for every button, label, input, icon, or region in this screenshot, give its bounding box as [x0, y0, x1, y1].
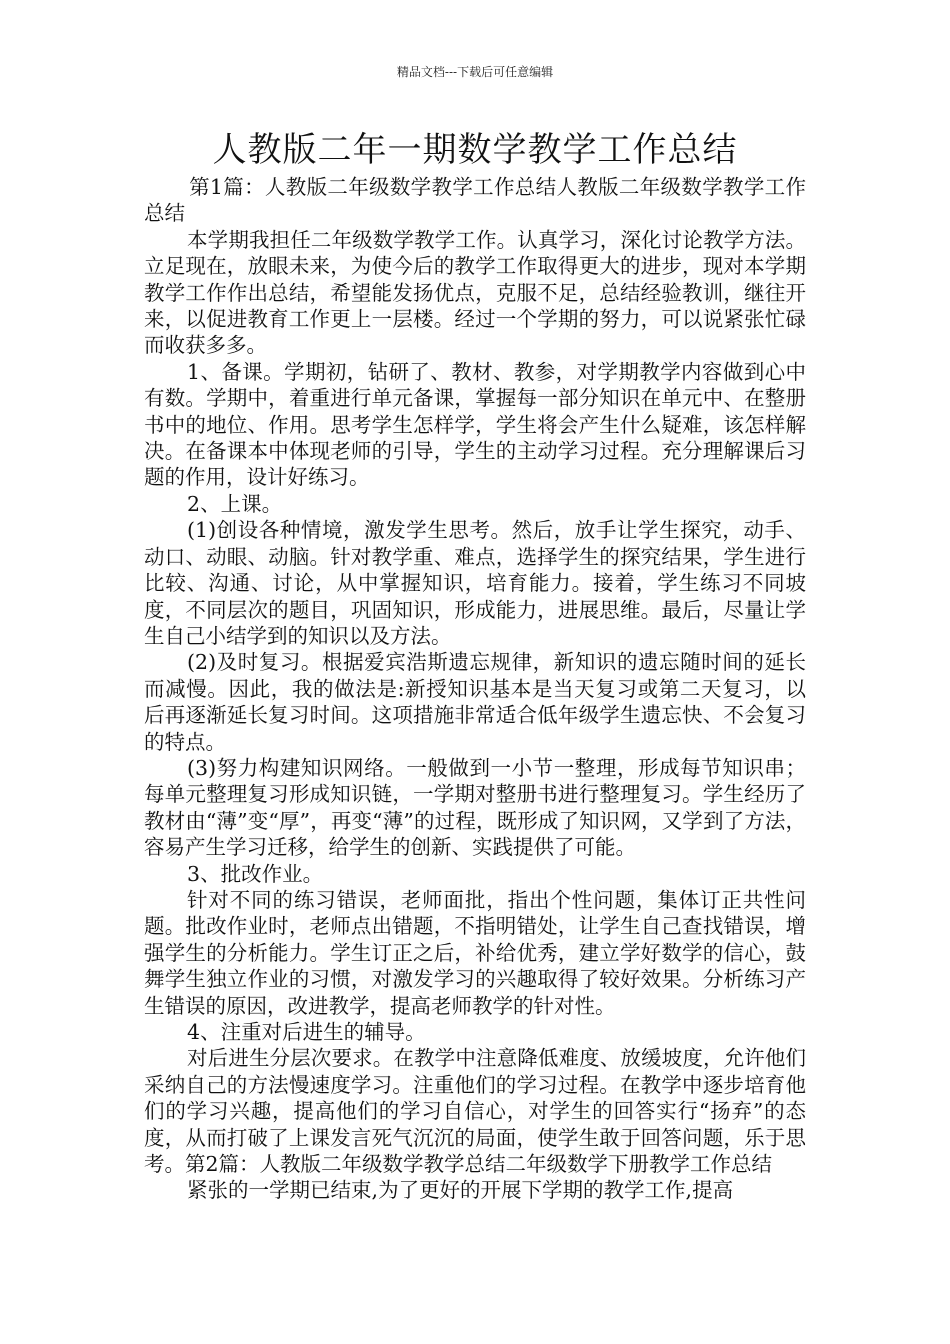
header-note: 精品文档---下载后可任意编辑: [396, 65, 554, 79]
paragraph-intro: 本学期我担任二年级数学教学工作。认真学习，深化讨论教学方法。立足现在，放眼未来，为使今后的教学工作取得更大的进步，现对本学期教学工作作出总结，希望能发扬优点，克服不足，总结经验教训，继往开来，以促进教育工作更上一层楼。经过一个学期的努力，可以说紧张忙碌而收获多多。: [144, 227, 806, 358]
paragraph-tutoring-heading: 4、注重对后进生的辅导。: [187, 1020, 426, 1044]
paragraph-homework: 针对不同的练习错误，老师面批，指出个性问题，集体订正共性问题。批改作业时，老师点出错题，不指明错处，让学生自己查找错误，增强学生的分析能力。学生订正之后，补给优秀，建立学好数学的信心，鼓舞学生独立作业的习惯，对激发学习的兴趣取得了较好效果。分析练习产生错误的原因，改进教学，提高老师教学的针对性。: [144, 887, 806, 1018]
paragraph-closing: 紧张的一学期已结束,为了更好的开展下学期的教学工作,提高: [187, 1178, 734, 1203]
paragraph-section-heading: 第1篇：人教版二年级数学教学工作总结人教版二年级数学教学工作总结: [144, 175, 806, 226]
paragraph-class-point-2: (2)及时复习。根据爱宾浩斯遗忘规律，新知识的遗忘随时间的延长而减慢。因此，我的做法是:新授知识基本是当天复习或第二天复习，以后再逐渐延长复习时间。这项措施非常适合低年级学生遗忘快、不会复习的特点。: [144, 650, 806, 754]
document-body: [144, 174, 806, 1204]
paragraph-homework-heading: 3、批改作业。: [187, 861, 324, 886]
paragraph-tutoring: 对后进生分层次要求。在教学中注意降低难度、放缓坡度，允许他们采纳自己的方法慢速度学习。注重他们的学习过程。在教学中逐步培育他们的学习兴趣，提高他们的学习自信心，对学生的回答实行“扬弃”的态度，从而打破了上课发言死气沉沉的局面，使学生敢于回答问题，乐于思考。第2篇：人教版二年级数学教学总结二年级数学下册教学工作总结: [144, 1046, 806, 1177]
paragraph-class-point-3: (3)努力构建知识网络。一般做到一小节一整理，形成每节知识串；每单元整理复习形成知识链，一学期对整册书进行整理复习。学生经历了教材由“薄”变“厚”，再变“薄”的过程，既形成了知识网，又学到了方法，容易产生学习迁移，给学生的创新、实践提供了可能。: [144, 755, 806, 860]
document-title: 人教版二年一期数学教学工作总结: [212, 130, 738, 170]
paragraph-class-heading: 2、上课。: [187, 491, 283, 516]
paragraph-class-point-1: (1)创设各种情境，激发学生思考。然后，放手让学生探究，动手、动口、动眼、动脑。针对教学重、难点，选择学生的探究结果，学生进行比较、沟通、讨论，从中掌握知识，培育能力。接着，学生练习不同坡度，不同层次的题目，巩固知识，形成能力，进展思维。最后，尽量让学生自己小结学到的知识以及方法。: [144, 518, 806, 648]
paragraph-lesson-prep: 1、备课。学期初，钻研了、教材、教参，对学期教学内容做到心中有数。学期中，着重进行单元备课，掌握每一部分知识在单元中、在整册书中的地位、作用。思考学生怎样学，学生将会产生什么疑难，该怎样解决。在备课本中体现老师的引导，学生的主动学习过程。充分理解课后习题的作用，设计好练习。: [144, 359, 806, 490]
